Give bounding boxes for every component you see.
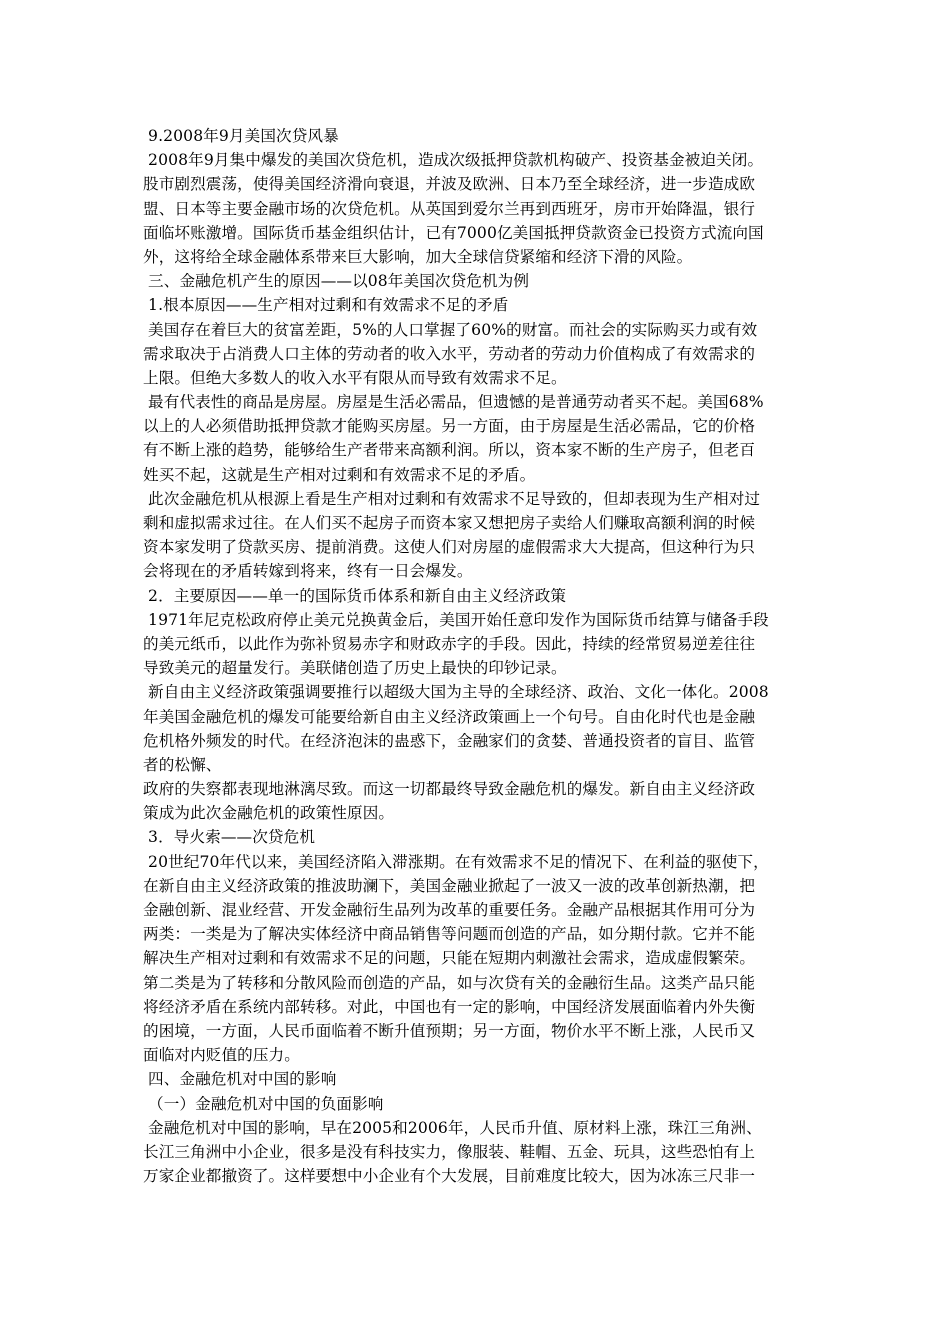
paragraph-line: 20世纪70年代以来，美国经济陷入滞涨期。在有效需求不足的情况下、在利益的驱使下， [143,852,769,871]
paragraph-line: 金融危机对中国的影响，早在2005和2006年，人民币升值、原材料上涨，珠江三角洲、 [143,1118,762,1137]
paragraph-line: 股市剧烈震荡，使得美国经济滑向衰退，并波及欧洲、日本乃至全球经济，进一步造成欧 [143,175,756,194]
document-body [143,124,815,1188]
paragraph-line: 万家企业都撤资了。这样要想中小企业有个大发展，目前难度比较大，因为冰冻三尺非一 [143,1167,756,1186]
subsection-heading-1: 1.根本原因——生产相对过剩和有效需求不足的矛盾 [143,296,509,315]
section-heading-3: 三、金融危机产生的原因——以08年美国次贷危机为例 [143,272,530,291]
paragraph-line: 年美国金融危机的爆发可能要给新自由主义经济政策画上一个句号。自由化时代也是金融 [143,707,756,726]
paragraph-line: 上限。但绝大多数人的收入水平有限从而导致有效需求不足。 [143,368,567,387]
paragraph-line: 的美元纸币，以此作为弥补贸易赤字和财政赤字的手段。因此，持续的经常贸易逆差往往 [143,634,756,653]
paragraph-line: 政府的失察都表现地淋漓尽致。而这一切都最终导致金融危机的爆发。新自由主义经济政 [143,780,756,799]
paragraph-line: 1971年尼克松政府停止美元兑换黄金后，美国开始任意印发作为国际货币结算与储备手段 [143,610,769,629]
paragraph-line: 此次金融危机从根源上看是生产相对过剩和有效需求不足导致的，但却表现为生产相对过 [143,489,761,508]
paragraph-line: 第二类是为了转移和分散风险而创造的产品，如与次贷有关的金融衍生品。这类产品只能 [143,973,756,992]
paragraph-line: 外，这将给全球金融体系带来巨大影响，加大全球信贷紧缩和经济下滑的风险。 [143,247,693,266]
subsection-heading-2: 2．主要原因——单一的国际货币体系和新自由主义经济政策 [143,586,567,605]
paragraph-line: 将经济矛盾在系统内部转移。对此，中国也有一定的影响，中国经济发展面临着内外失衡 [143,997,756,1016]
subsection-heading-4-1: （一）金融危机对中国的负面影响 [143,1094,384,1113]
section-heading-9: 9.2008年9月美国次贷风暴 [143,127,339,145]
paragraph-line: 策成为此次金融危机的政策性原因。 [143,804,395,823]
paragraph-line: 会将现在的矛盾转嫁到将来，终有一日会爆发。 [143,562,473,581]
paragraph-line: 最有代表性的商品是房屋。房屋是生活必需品，但遗憾的是普通劳动者买不起。美国68% [143,393,764,412]
paragraph-line: 盟、日本等主要金融市场的次贷危机。从英国到爱尔兰再到西班牙，房市开始降温，银行 [143,199,756,218]
paragraph-line: 导致美元的超量发行。美联储创造了历史上最快的印钞记录。 [143,659,567,678]
paragraph-line: 面临坏账激增。国际货币基金组织估计，已有7000亿美国抵押贷款资金已投资方式流向国 [143,223,764,242]
paragraph-line: 有不断上涨的趋势，能够给生产者带来高额利润。所以，资本家不断的生产房子，但老百 [143,441,756,460]
paragraph-line: 两类：一类是为了解决实体经济中商品销售等问题而创造的产品，如分期付款。它并不能 [143,925,756,944]
paragraph-line: 长江三角洲中小企业，很多是没有科技实力，像服装、鞋帽、五金、玩具，这些恐怕有上 [143,1142,756,1161]
subsection-heading-3: 3．导火索——次贷危机 [143,828,316,847]
paragraph-line: 的困境，一方面，人民币面临着不断升值预期；另一方面，物价水平不断上涨，人民币又 [143,1021,756,1040]
paragraph-line: 面临对内贬值的压力。 [143,1046,300,1065]
paragraph-line: 姓买不起，这就是生产相对过剩和有效需求不足的矛盾。 [143,465,536,484]
paragraph-line: 解决生产相对过剩和有效需求不足的问题，只能在短期内刺激社会需求，造成虚假繁荣。 [143,949,756,968]
paragraph-line: 需求取决于占消费人口主体的劳动者的收入水平，劳动者的劳动力价值构成了有效需求的 [143,344,756,363]
paragraph-line: 金融创新、混业经营、开发金融衍生品列为改革的重要任务。金融产品根据其作用可分为 [143,901,756,919]
paragraph-line: 新自由主义经济政策强调要推行以超级大国为主导的全球经济、政治、文化一体化。2008 [143,683,769,702]
paragraph-line: 以上的人必须借助抵押贷款才能购买房屋。另一方面，由于房屋是生活必需品，它的价格 [143,417,756,436]
paragraph-line: 者的松懈、 [143,755,222,774]
paragraph-line: 2008年9月集中爆发的美国次贷危机，造成次级抵押贷款机构破产、投资基金被迫关闭。 [143,151,764,170]
paragraph-line: 在新自由主义经济政策的推波助澜下，美国金融业掀起了一波又一波的改革创新热潮，把 [143,876,756,895]
paragraph-line: 剩和虚拟需求过往。在人们买不起房子而资本家又想把房子卖给人们赚取高额利润的时候 [143,514,756,532]
paragraph-line: 危机格外频发的时代。在经济泡沫的蛊惑下，金融家们的贪婪、普通投资者的盲目、监管 [143,731,756,750]
section-heading-4: 四、金融危机对中国的影响 [143,1070,337,1089]
paragraph-line: 美国存在着巨大的贫富差距，5%的人口掌握了60%的财富。而社会的实际购买力或有效 [143,320,758,339]
paragraph-line: 资本家发明了贷款买房、提前消费。这使人们对房屋的虚假需求大大提高，但这种行为只 [143,538,756,557]
